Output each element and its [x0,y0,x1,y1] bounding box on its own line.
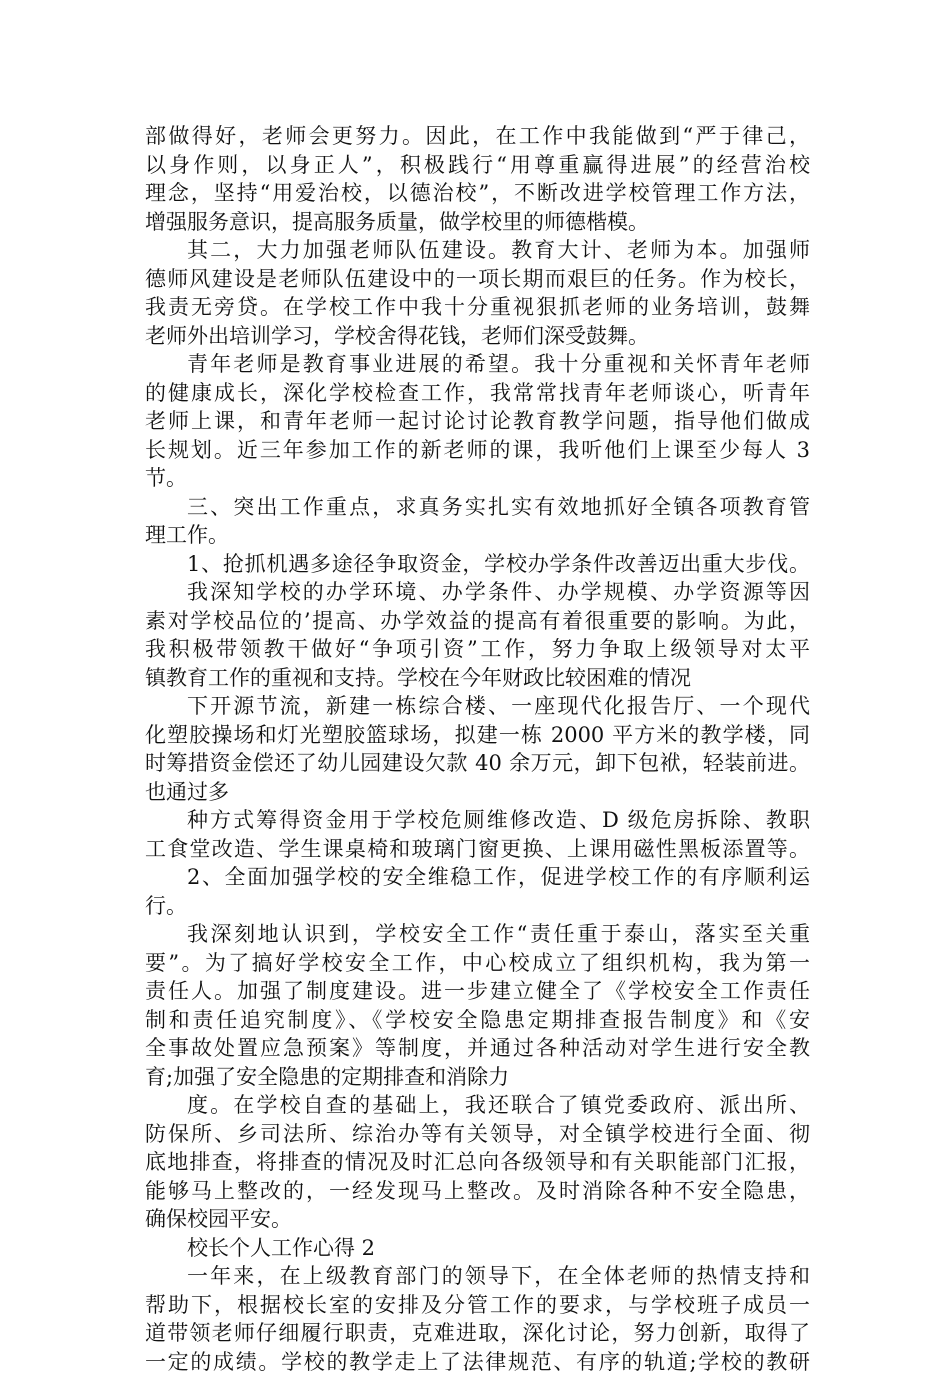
text-line: 增强服务意识，提高服务质量，做学校里的师德楷模。 [145,208,810,237]
text-line: 时筹措资金偿还了幼儿园建设欠款 40 余万元，卸下包袱，轻装前进。 [145,749,810,778]
text-line: 校长个人工作心得 2 [145,1234,810,1263]
text-line: 我积极带领教干做好“争项引资”工作，努力争取上级领导对太平 [145,635,810,664]
text-line: 德师风建设是老师队伍建设中的一项长期而艰巨的任务。作为校长， [145,265,810,294]
text-line: 化塑胶操场和灯光塑胶篮球场，拟建一栋 2000 平方米的教学楼，同 [145,721,810,750]
text-line: 长规划。近三年参加工作的新老师的课，我听他们上课至少每人 3 [145,436,810,465]
text-line: 老师外出培训学习，学校舍得花钱，老师们深受鼓舞。 [145,322,810,351]
text-line: 育;加强了安全隐患的定期排查和消除力 [145,1063,810,1092]
text-line: 能够马上整改的，一经发现马上整改。及时消除各种不安全隐患， [145,1177,810,1206]
text-line: 理念，坚持“用爱治校，以德治校”，不断改进学校管理工作方法， [145,179,810,208]
text-line: 也通过多 [145,778,810,807]
text-line: 防保所、乡司法所、综治办等有关领导，对全镇学校进行全面、彻 [145,1120,810,1149]
text-line: 部做得好，老师会更努力。因此，在工作中我能做到“严于律己， [145,122,810,151]
text-line: 度。在学校自查的基础上，我还联合了镇党委政府、派出所、 [145,1091,810,1120]
text-line: 青年老师是教育事业进展的希望。我十分重视和关怀青年老师 [145,350,810,379]
text-line: 制和责任追究制度》、《学校安全隐患定期排查报告制度》和《安 [145,1006,810,1035]
text-line: 素对学校品位的’提高、办学效益的提高有着很重要的影响。为此， [145,607,810,636]
text-line: 2、全面加强学校的安全维稳工作，促进学校工作的有序顺利运 [145,863,810,892]
text-line: 要”。为了搞好学校安全工作，中心校成立了组织机构，我为第一 [145,949,810,978]
text-line: 底地排查，将排查的情况及时汇总向各级领导和有关职能部门汇报， [145,1148,810,1177]
text-line: 三、突出工作重点，求真务实扎实有效地抓好全镇各项教育管 [145,493,810,522]
text-line: 一年来，在上级教育部门的领导下，在全体老师的热情支持和 [145,1262,810,1291]
text-line: 帮助下，根据校长室的安排及分管工作的要求，与学校班子成员一 [145,1291,810,1320]
text-line: 全事故处置应急预案》等制度，并通过各种活动对学生进行安全教 [145,1034,810,1063]
document-body [145,122,810,1376]
text-line: 1、抢抓机遇多途径争取资金，学校办学条件改善迈出重大步伐。 [145,550,810,579]
text-line: 道带领老师仔细履行职责，克难进取，深化讨论，努力创新，取得了 [145,1319,810,1348]
text-line: 节。 [145,464,810,493]
text-line: 的健康成长，深化学校检查工作，我常常找青年老师谈心，听青年 [145,379,810,408]
text-line: 种方式筹得资金用于学校危厕维修改造、D 级危房拆除、教职 [145,806,810,835]
text-line: 责任人。加强了制度建设。进一步建立健全了《学校安全工作责任 [145,977,810,1006]
text-line: 理工作。 [145,521,810,550]
text-line: 我深知学校的办学环境、办学条件、办学规模、办学资源等因 [145,578,810,607]
text-line: 工食堂改造、学生课桌椅和玻璃门窗更换、上课用磁性黑板添置等。 [145,835,810,864]
text-line: 镇教育工作的重视和支持。学校在今年财政比较困难的情况 [145,664,810,693]
text-line: 下开源节流，新建一栋综合楼、一座现代化报告厅、一个现代 [145,692,810,721]
text-line: 其二，大力加强老师队伍建设。教育大计、老师为本。加强师 [145,236,810,265]
text-line: 我责无旁贷。在学校工作中我十分重视狠抓老师的业务培训，鼓舞 [145,293,810,322]
text-line: 行。 [145,892,810,921]
text-line: 我深刻地认识到，学校安全工作“责任重于泰山，落实至关重 [145,920,810,949]
text-line: 老师上课，和青年老师一起讨论讨论教育教学问题，指导他们做成 [145,407,810,436]
text-line: 确保校园平安。 [145,1205,810,1234]
text-line: 一定的成绩。学校的教学走上了法律规范、有序的轨道;学校的教研 [145,1348,810,1376]
text-line: 以身作则，以身正人”，积极践行“用尊重赢得进展”的经营治校 [145,151,810,180]
